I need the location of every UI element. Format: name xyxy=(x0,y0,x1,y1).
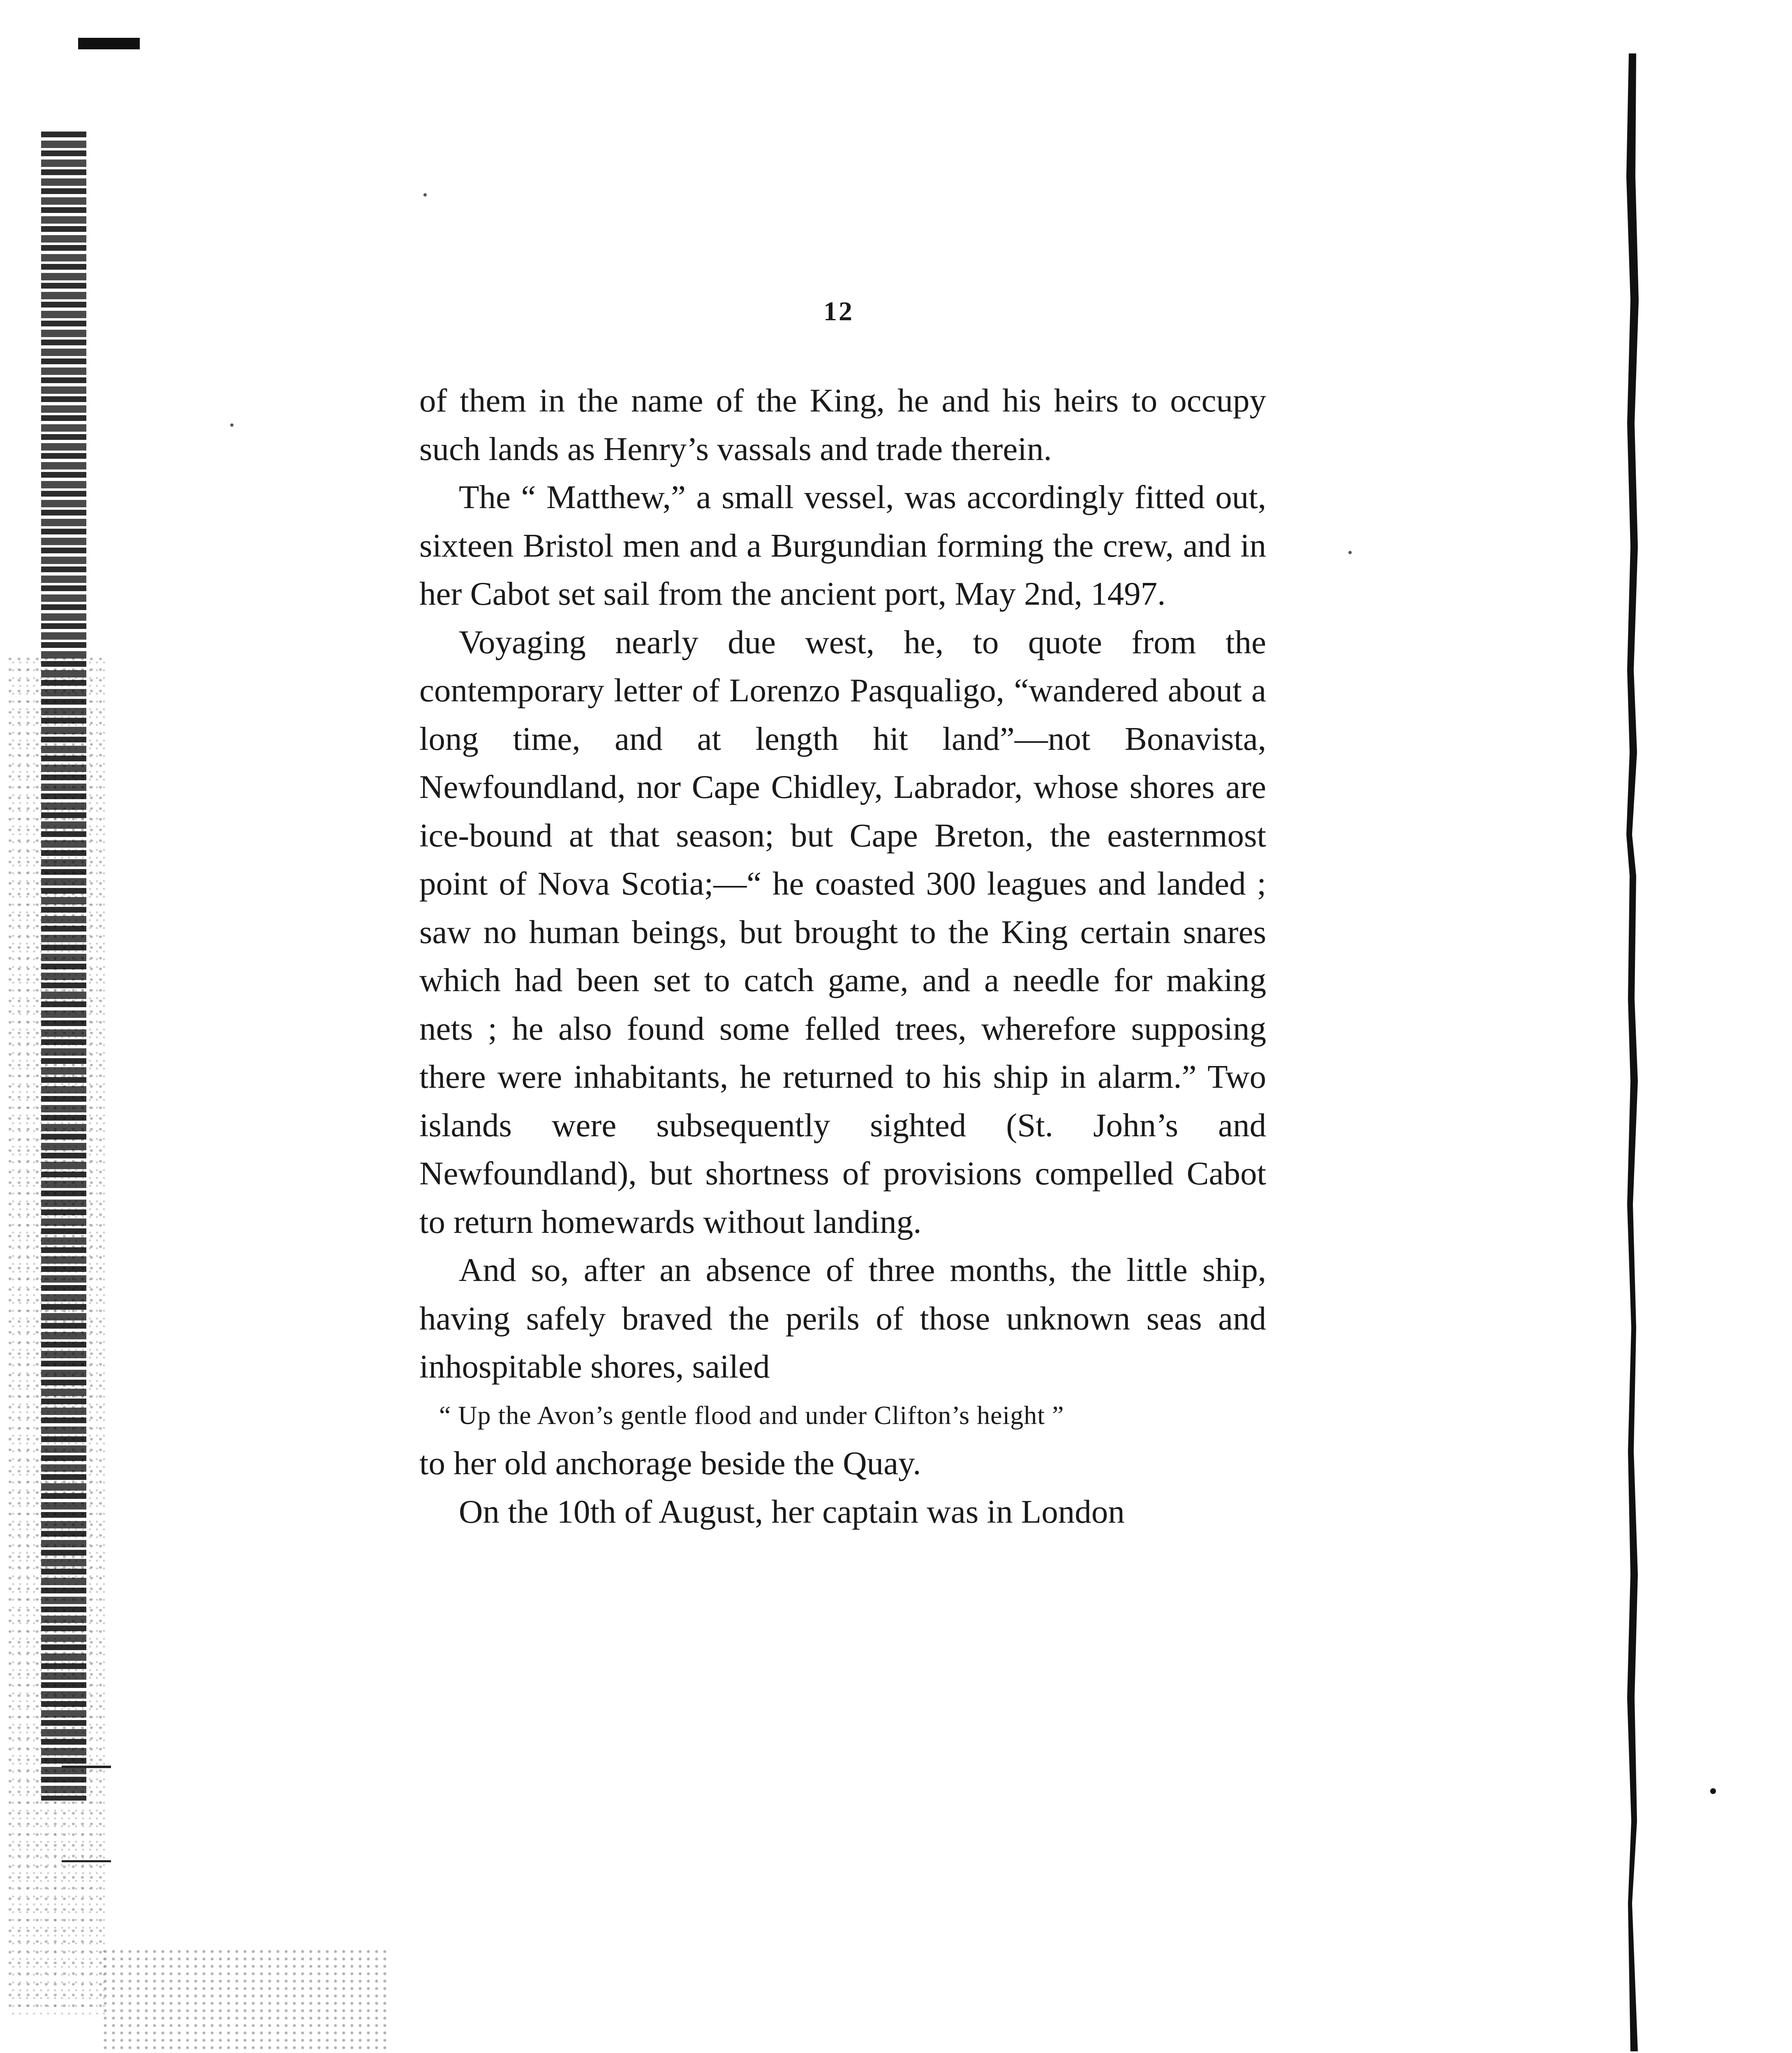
left-edge-speckle xyxy=(8,658,107,2014)
scan-speck xyxy=(423,193,427,197)
paragraph: The “ Matthew,” a small vessel, was accordingly fitted out, sixteen Bristol men and a Burgundian forming the crew, and in her Cabot set sail from the ancient port, May 2nd, 1497. xyxy=(419,479,1266,612)
bottom-corner-speckle xyxy=(103,1949,391,2053)
paragraph-continuation: of them in the name of the King, he and his heirs to occupy such lands as Henry’s vassals and trade therein. xyxy=(419,382,1266,467)
paragraph: Voyaging nearly due west, he, to quote from the contemporary letter of Lorenzo Pasqualigo, “wandered about a long time, and at length hit land”—not Bonavista, Newfoundland, nor Cape Chidley, Labrador, whose shores are ice-bound at that season; but Cape Breton, the easternmost point of Nova Scotia;—“ he coasted 300 leagues and landed ; saw no human beings, but brought to the King certain snares which had been set to catch game, and a needle for making nets ; he also found some felled trees, wherefore supposing there were inhabitants, he returned to his ship in alarm.” Two islands were subsequently sighted (St. John’s and Newfoundland), but shortness of provisions compelled Cabot to return homewards without landing. xyxy=(419,623,1266,1240)
torn-edge-shape xyxy=(1620,53,1644,2051)
paragraph: On the 10th of August, her captain was in London xyxy=(459,1493,1125,1530)
scan-speck xyxy=(230,423,234,427)
verse-quotation: “ Up the Avon’s gentle flood and under Clifton’s height ” xyxy=(439,1400,1064,1430)
scan-speck xyxy=(1348,551,1352,554)
right-torn-edge xyxy=(1620,53,1644,2051)
scan-speck xyxy=(1710,1788,1716,1794)
body-text xyxy=(419,377,1266,1536)
scan-edge-mark xyxy=(78,38,140,49)
paragraph-continuation: to her old anchorage beside the Quay. xyxy=(419,1445,921,1482)
page-number: 12 xyxy=(823,296,854,326)
paragraph: And so, after an absence of three months, the little ship, having safely braved the perils of those unknown seas and inhospitable shores, sailed xyxy=(419,1251,1266,1385)
edge-line-mark xyxy=(62,1860,111,1862)
edge-line-mark xyxy=(62,1766,111,1768)
